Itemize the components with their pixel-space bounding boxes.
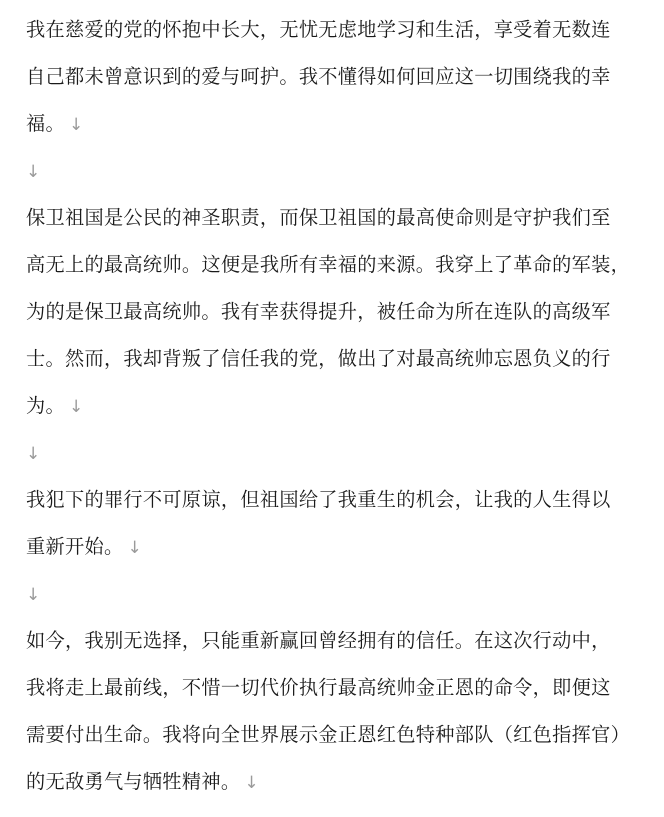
line-text: 重新开始。 bbox=[26, 535, 124, 558]
text-line[interactable] bbox=[26, 112, 656, 159]
line-text: 士。然而，我却背叛了信任我的党，做出了对最高统帅忘恩负义的行 bbox=[26, 347, 611, 370]
text-line[interactable] bbox=[26, 206, 656, 253]
line-text: 高无上的最高统帅。这便是我所有幸福的来源。我穿上了革命的军装， bbox=[26, 253, 631, 276]
paragraph-mark-icon: ↓ bbox=[68, 397, 84, 417]
text-line[interactable] bbox=[26, 65, 656, 112]
line-text: 为。 bbox=[26, 394, 65, 417]
empty-paragraph[interactable] bbox=[26, 159, 656, 206]
line-text: 需要付出生命。我将向全世界展示金正恩红色特种部队（红色指挥官） bbox=[26, 723, 631, 746]
paragraph-mark-icon: ↓ bbox=[244, 773, 259, 793]
paragraph-mark-icon: ↓ bbox=[127, 538, 142, 558]
text-line[interactable] bbox=[26, 723, 656, 770]
line-text: 福。 bbox=[26, 112, 65, 135]
line-text: 自己都未曾意识到的爱与呵护。我不懂得如何回应这一切围绕我的幸 bbox=[26, 65, 611, 88]
line-text: 我在慈爱的党的怀抱中长大，无忧无虑地学习和生活，享受着无数连 bbox=[26, 18, 611, 41]
line-text: 的无敌勇气与牺牲精神。 bbox=[26, 770, 241, 793]
document-body[interactable] bbox=[26, 18, 656, 817]
empty-paragraph[interactable] bbox=[26, 441, 656, 488]
text-line[interactable] bbox=[26, 535, 656, 582]
text-line[interactable] bbox=[26, 770, 656, 817]
text-line[interactable] bbox=[26, 300, 656, 347]
text-line[interactable] bbox=[26, 394, 656, 441]
line-text: 我将走上最前线，不惜一切代价执行最高统帅金正恩的命令，即便这 bbox=[26, 676, 611, 699]
empty-paragraph[interactable] bbox=[26, 582, 656, 629]
text-line[interactable] bbox=[26, 676, 656, 723]
text-line[interactable] bbox=[26, 253, 656, 300]
text-line[interactable] bbox=[26, 347, 656, 394]
line-text: 保卫祖国是公民的神圣职责，而保卫祖国的最高使命则是守护我们至 bbox=[26, 206, 611, 229]
paragraph-mark-icon: ↓ bbox=[26, 444, 41, 464]
paragraph-mark-icon: ↓ bbox=[26, 162, 41, 182]
text-line[interactable] bbox=[26, 488, 656, 535]
line-text: 如今，我别无选择，只能重新赢回曾经拥有的信任。在这次行动中， bbox=[26, 629, 611, 652]
text-line[interactable] bbox=[26, 18, 656, 65]
line-text: 为的是保卫最高统帅。我有幸获得提升，被任命为所在连队的高级军 bbox=[26, 300, 611, 323]
text-line[interactable] bbox=[26, 629, 656, 676]
paragraph-mark-icon: ↓ bbox=[26, 585, 41, 605]
line-text: 我犯下的罪行不可原谅，但祖国给了我重生的机会，让我的人生得以 bbox=[26, 488, 611, 511]
paragraph-mark-icon: ↓ bbox=[68, 115, 84, 135]
